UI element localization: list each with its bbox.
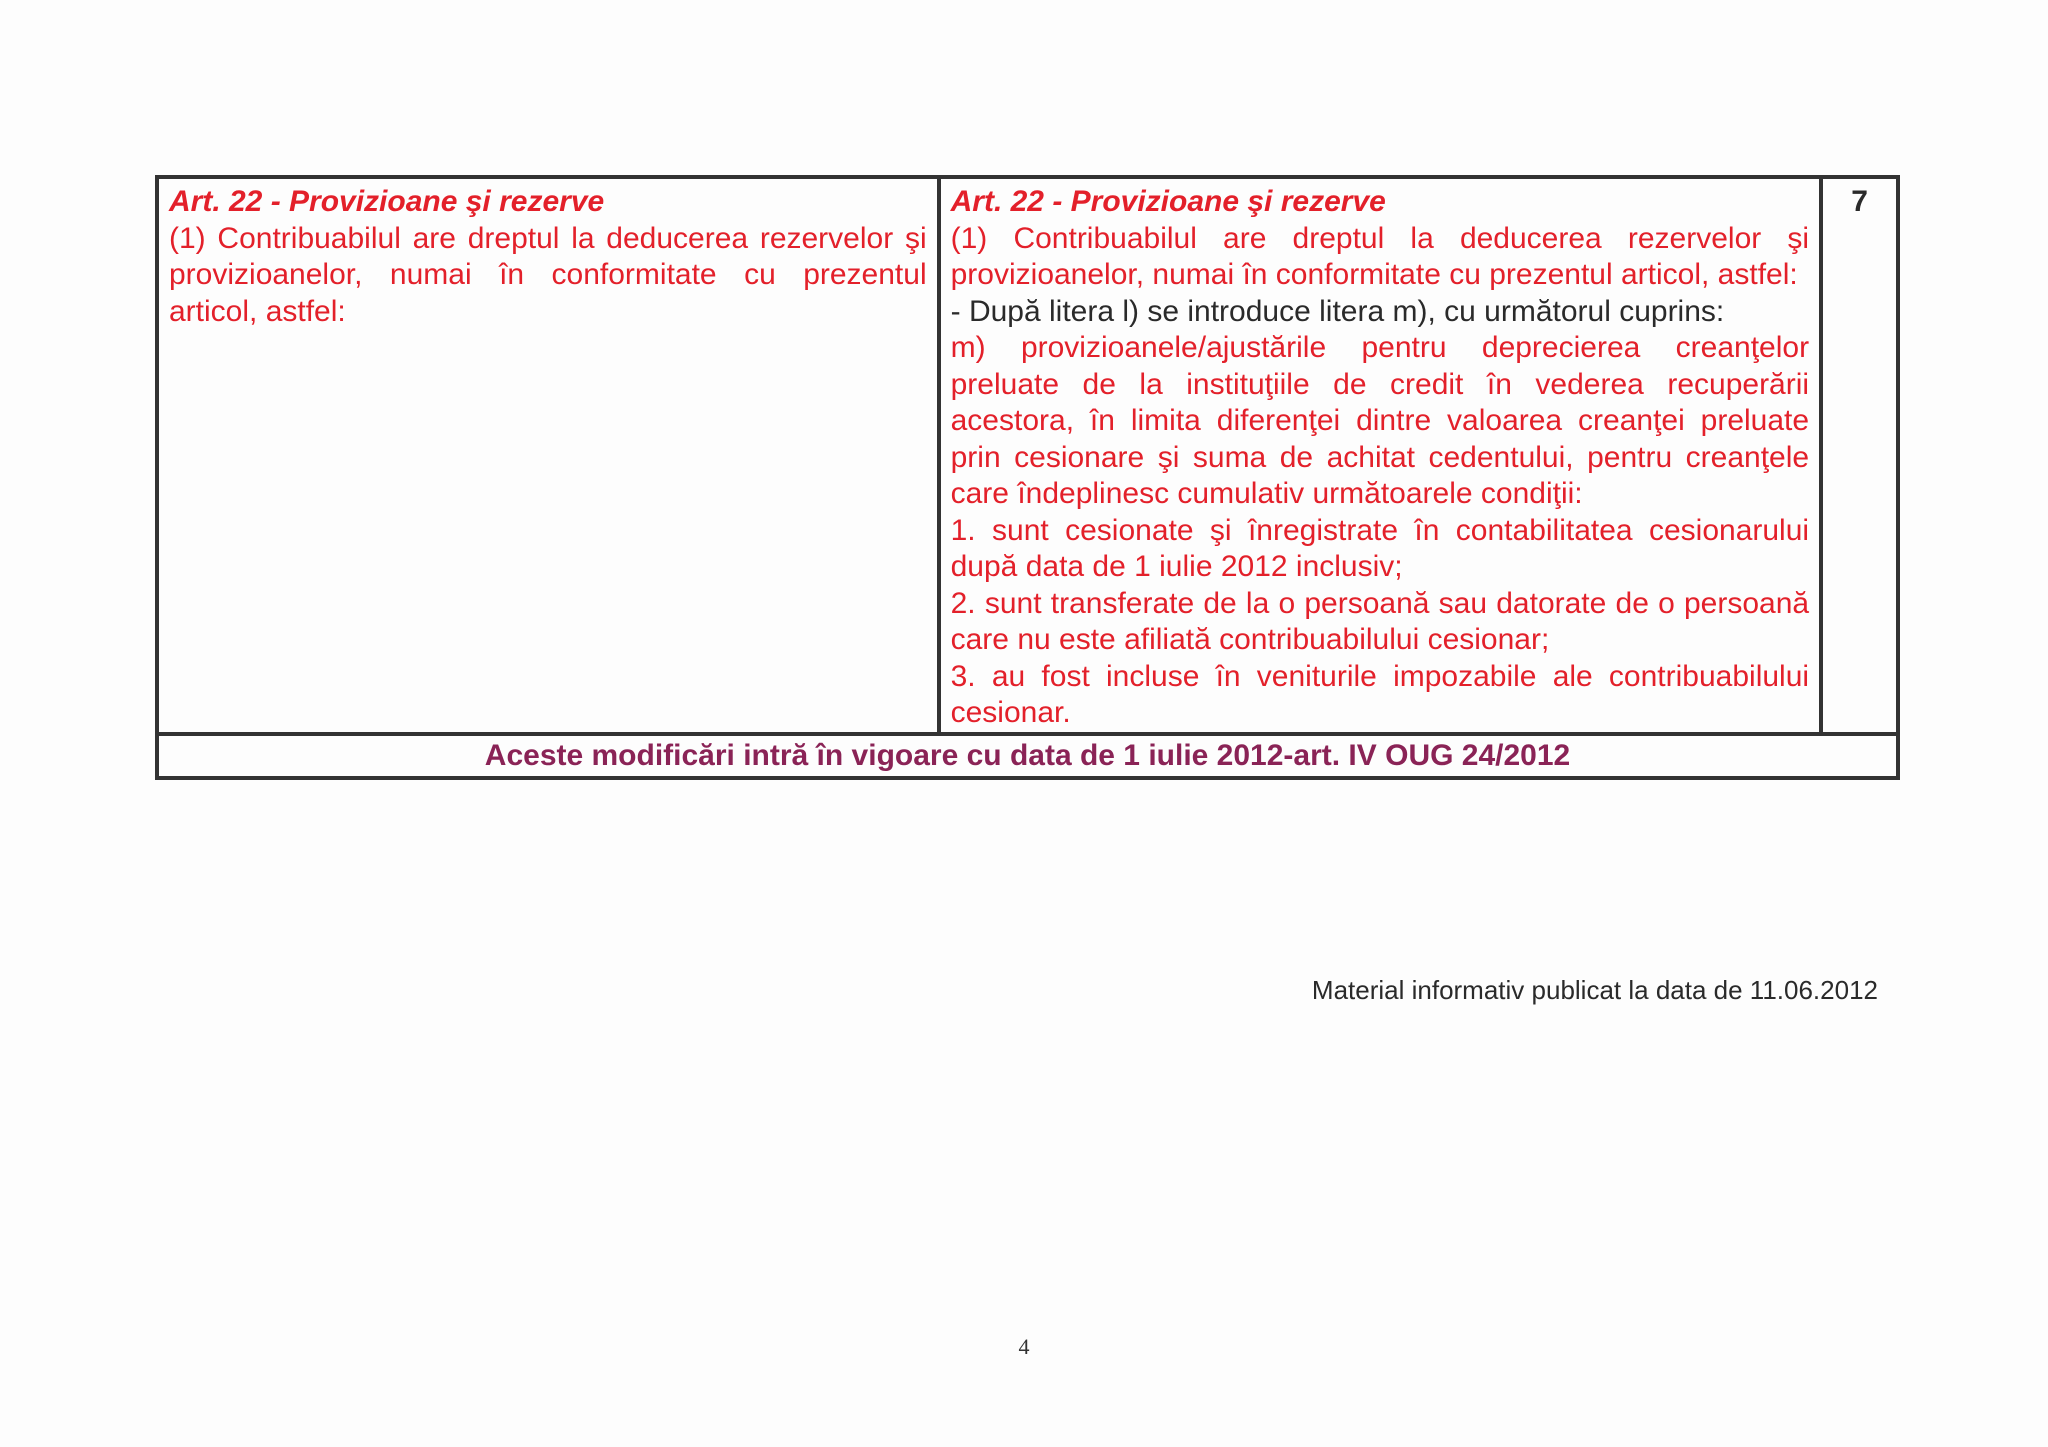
table-row bbox=[157, 177, 1898, 734]
condition-2-text: 2. sunt transferate de la o persoană sau datorate de o persoană care nu este afiliată contribuabilului cesionar; bbox=[950, 586, 1810, 656]
new-article-paragraph: (1) Contribuabilul are dreptul la deducerea rezervelor şi provizioanelor, numai în conformitate cu prezentul articol, astfel: bbox=[950, 221, 1810, 291]
effective-date-note: Aceste modificări intră în vigoare cu data de 1 iulie 2012-art. IV OUG 24/2012 bbox=[157, 734, 1898, 778]
new-text-cell bbox=[939, 177, 1821, 734]
page-number: 4 bbox=[1018, 1334, 1030, 1359]
publish-date-note: Material informativ publicat la data de 11.06.2012 bbox=[1311, 975, 1878, 1005]
amendment-table bbox=[155, 175, 1900, 780]
old-article-title: Art. 22 - Provizioane şi rezerve bbox=[169, 185, 605, 218]
footer-row bbox=[157, 734, 1898, 778]
old-text-cell bbox=[157, 177, 939, 734]
new-article-title: Art. 22 - Provizioane şi rezerve bbox=[950, 185, 1386, 218]
old-article-paragraph: (1) Contribuabilul are dreptul la deducerea rezervelor şi provizioanelor, numai în conformitate cu prezentul articol, astfel: bbox=[169, 221, 927, 328]
condition-3-text: 3. au fost incluse în veniturile impozabile ale contribuabilului cesionar. bbox=[950, 659, 1810, 729]
row-number-cell: 7 bbox=[1821, 177, 1898, 734]
amendment-instruction: - După litera l) se introduce litera m), cu următorul cuprins: bbox=[950, 294, 1725, 328]
condition-1-text: 1. sunt cesionate şi înregistrate în contabilitatea cesionarului după data de 1 iulie 2012 inclusiv; bbox=[950, 513, 1810, 583]
letter-m-text: m) provizioanele/ajustările pentru deprecierea creanţelor preluate de la instituţiile de credit în vederea recuperării acestora, în limita diferenţei dintre valoarea creanţei preluate prin cesionare şi suma de achitat cedentului, pentru creanţele care îndeplinesc cumulativ următoarele condiţii: bbox=[950, 331, 1810, 510]
